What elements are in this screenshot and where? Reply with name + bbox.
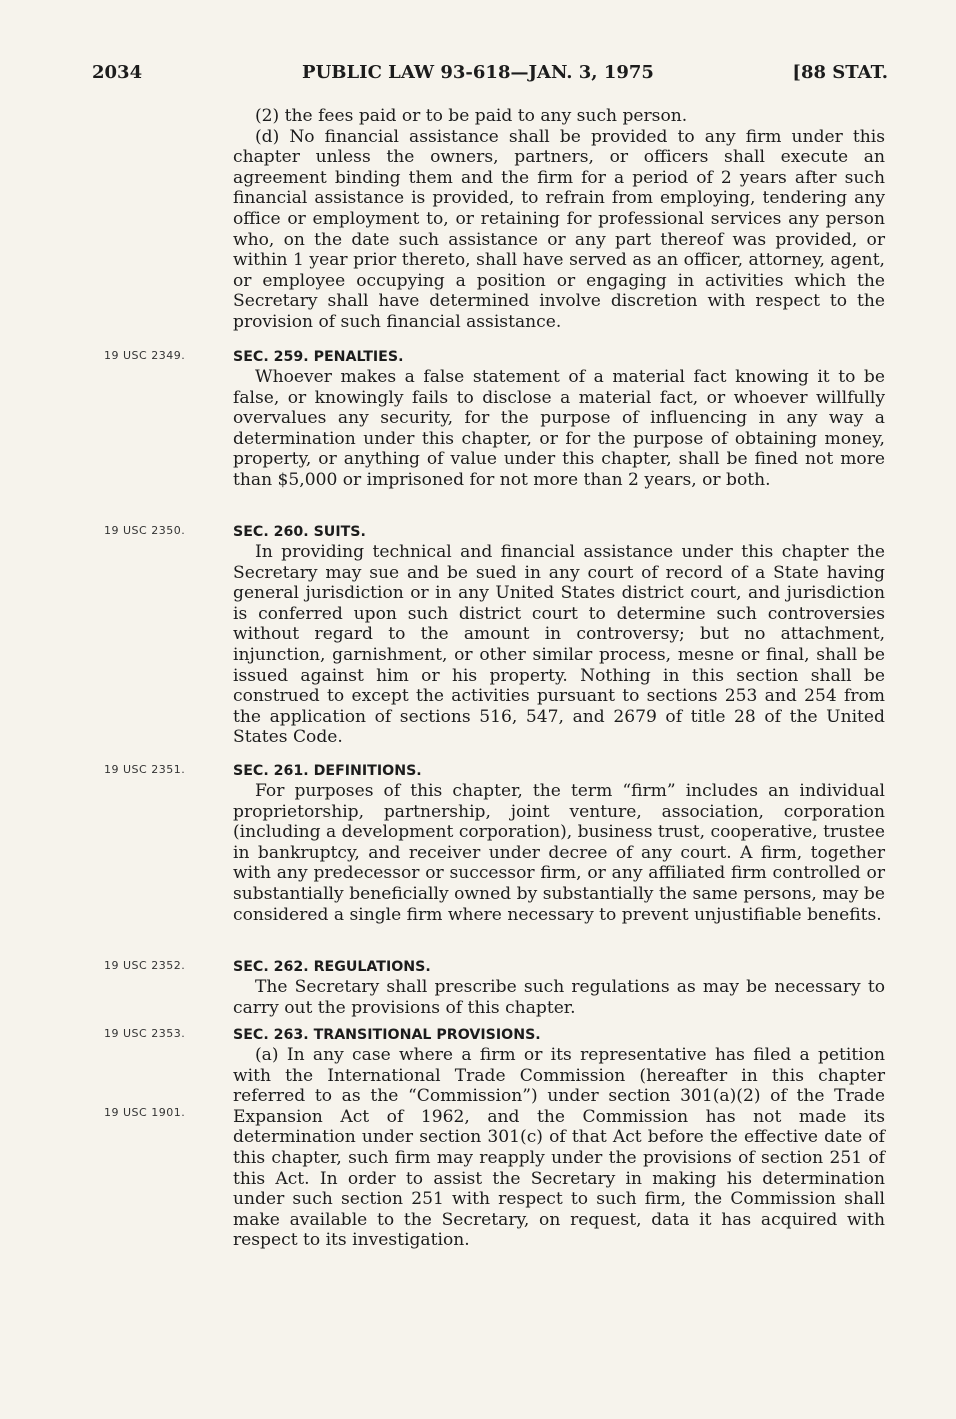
statute-reference: [88 STAT. (792, 62, 888, 83)
margin-note-2349: 19 USC 2349. (104, 349, 186, 362)
section-259 (233, 343, 885, 491)
page-header (0, 62, 956, 86)
continued-text (233, 106, 885, 333)
section-heading: SEC. 263. TRANSITIONAL PROVISIONS. (233, 1027, 541, 1043)
margin-note-2352: 19 USC 2352. (104, 959, 186, 972)
section-261 (233, 757, 885, 925)
section-263 (233, 1021, 885, 1251)
section-262 (233, 953, 885, 1018)
section-260 (233, 518, 885, 748)
section-text: For purposes of this chapter, the term “firm” includes an individual proprietorship, partnership, joint venture, association, corporation (including a development corporation), business trust, cooperative, trustee in bankruptcy, and receiver under decree of any court. A firm, together with any predecessor or successor firm, or any affiliated firm controlled or substantially beneficially owned by substantially the same persons, may be considered a single firm where necessary to prevent unjustifiable benefits. (233, 781, 885, 925)
margin-note-2350: 19 USC 2350. (104, 524, 186, 537)
margin-note-2351: 19 USC 2351. (104, 763, 186, 776)
running-title: PUBLIC LAW 93-618—JAN. 3, 1975 (302, 62, 654, 83)
section-heading: SEC. 261. DEFINITIONS. (233, 763, 422, 779)
section-text: (a) In any case where a firm or its representative has filed a petition with the International Trade Commission (hereafter in this chapter referred to as the “Commission”) under section 301(a)(2) of the Trade Expansion Act of 1962, and the Commission has not made its determination under section 301(c) of that Act before the effective date of this chapter, such firm may reapply under the provisions of section 251 of this Act. In order to assist the Secretary in making his determination under such section 251 with respect to such firm, the Commission shall make available to the Secretary, on request, data it has acquired with respect to its investigation. (233, 1045, 885, 1251)
page-number: 2034 (92, 62, 143, 83)
section-heading: SEC. 262. REGULATIONS. (233, 959, 431, 975)
paragraph-fees: (2) the fees paid or to be paid to any such person. (255, 106, 688, 126)
section-heading: SEC. 260. SUITS. (233, 524, 366, 540)
section-text: In providing technical and financial assistance under this chapter the Secretary may sue and be sued in any court of record of a State having general jurisdiction or in any United States district court, and jurisdiction is conferred upon such district court to determine such controversies without regard to the amount in controversy; but no attachment, injunction, garnishment, or other similar process, mesne or final, shall be issued against him or his property. Nothing in this section shall be construed to except the activities pursuant to sections 253 and 254 from the application of sections 516, 547, and 2679 of title 28 of the United States Code. (233, 542, 885, 748)
margin-note-1901: 19 USC 1901. (104, 1106, 186, 1119)
section-text: Whoever makes a false statement of a material fact knowing it to be false, or knowingly fails to disclose a material fact, or whoever willfully overvalues any security, for the purpose of influencing in any way a determination under this chapter, or for the purpose of obtaining money, property, or anything of value under this chapter, shall be fined not more than $5,000 or imprisoned for not more than 2 years, or both. (233, 367, 885, 490)
margin-note-2353: 19 USC 2353. (104, 1027, 186, 1040)
section-heading: SEC. 259. PENALTIES. (233, 349, 404, 365)
paragraph-d: (d) No financial assistance shall be provided to any firm under this chapter unless the owners, partners, or officers shall execute an agreement binding them and the firm for a period of 2 years after such financial assistance is provided, to refrain from employing, tendering any office or employment to, or retaining for professional services any person who, on the date such assistance or any part thereof was provided, or within 1 year prior thereto, shall have served as an officer, attorney, agent, or employee occupying a position or engaging in activities which the Secretary shall have determined involve discretion with respect to the provision of such financial assistance. (233, 126, 885, 332)
section-text: The Secretary shall prescribe such regulations as may be necessary to carry out the provisions of this chapter. (233, 977, 885, 1018)
